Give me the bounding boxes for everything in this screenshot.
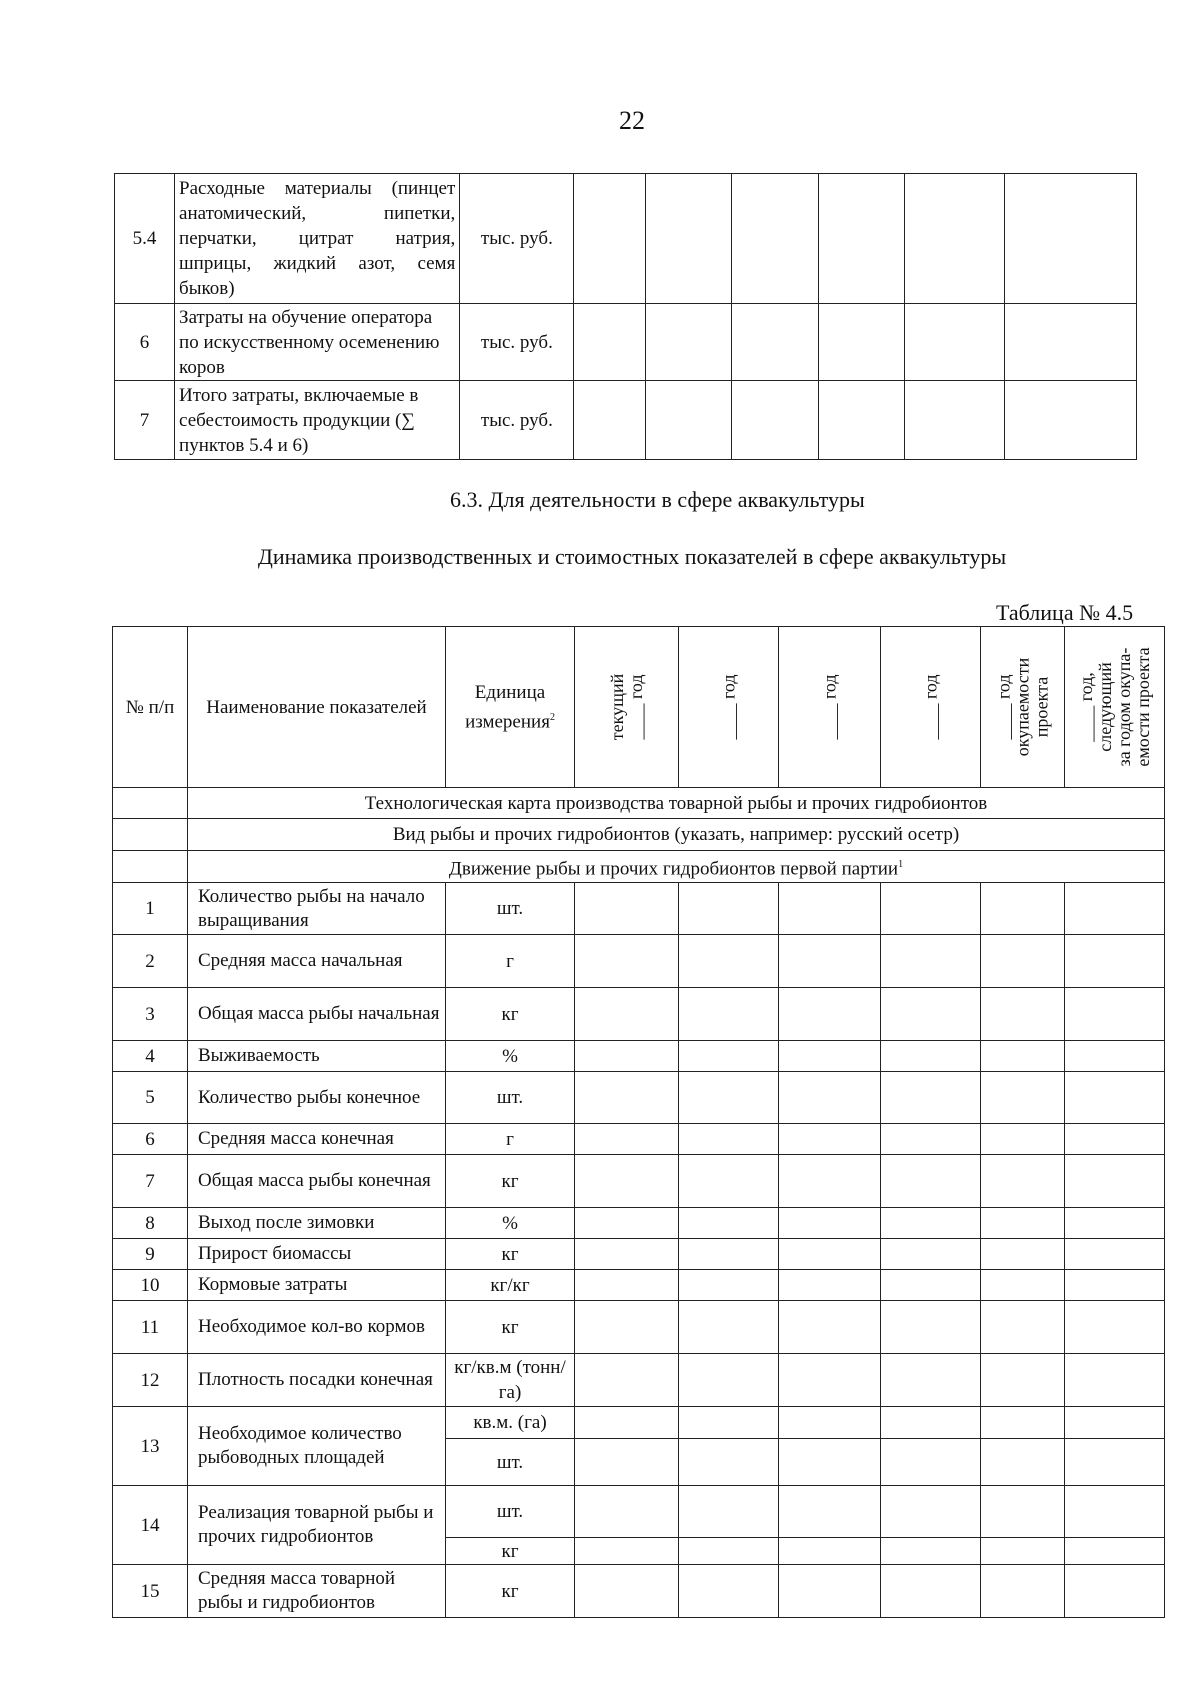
table-caption: Динамика производственных и стоимостных показателей в сфере аквакультуры — [257, 544, 1007, 569]
row-name: Выход после зимовки — [188, 1208, 446, 1239]
table-row — [113, 1155, 1165, 1208]
header-name: Наименование показателей — [188, 627, 446, 788]
row-name: Общая масса рыбы начальная — [188, 988, 446, 1041]
row-unit: шт. — [446, 1486, 575, 1538]
table-row — [113, 1407, 1165, 1439]
row-unit: г — [446, 935, 575, 988]
row-name: Количество рыбы конечное — [188, 1072, 446, 1124]
row-number: 5.4 — [115, 174, 175, 304]
row-number: 4 — [113, 1041, 188, 1072]
header-year-2: ____ год — [679, 627, 779, 788]
table-row — [113, 1239, 1165, 1270]
table-row — [113, 883, 1165, 935]
row-name: Прирост биомассы — [188, 1239, 446, 1270]
span-row — [113, 819, 1165, 851]
header-unit: Единица измерения$^2$ — [446, 627, 575, 788]
table-row — [115, 304, 1137, 381]
header-year-current: текущий ____ год — [575, 627, 679, 788]
row-name: Общая масса рыбы конечная — [188, 1155, 446, 1208]
header-year-after-payback: ____ год, следующий за годом окупа- емости проекта — [1065, 627, 1165, 788]
table-row — [115, 174, 1137, 304]
header-year-3: ____ год — [779, 627, 881, 788]
row-number: 6 — [115, 304, 175, 381]
row-number: 2 — [113, 935, 188, 988]
row-unit: кг — [446, 1155, 575, 1208]
row-name: Выживаемость — [188, 1041, 446, 1072]
table-header — [113, 627, 1165, 788]
row-unit: % — [446, 1041, 575, 1072]
table-row — [113, 1208, 1165, 1239]
table-row — [113, 1301, 1165, 1354]
row-number: 3 — [113, 988, 188, 1041]
row-unit: тыс. руб. — [460, 174, 574, 304]
row-unit: кг — [446, 1301, 575, 1354]
row-name: Средняя масса товарной рыбы и гидробионтов — [188, 1565, 446, 1618]
table-row — [113, 1072, 1165, 1124]
row-unit: шт. — [446, 883, 575, 935]
row-number: 1 — [113, 883, 188, 935]
expenses-table — [114, 173, 1137, 460]
row-unit: тыс. руб. — [460, 304, 574, 381]
row-name: Реализация товарной рыбы и прочих гидробионтов — [188, 1486, 446, 1565]
row-number: 5 — [113, 1072, 188, 1124]
row-number: 6 — [113, 1124, 188, 1155]
section-title: 6.3. Для деятельности в сфере аквакультуры — [450, 487, 865, 512]
header-year-4: ____ год — [881, 627, 981, 788]
table-row — [113, 935, 1165, 988]
row-name: Затраты на обучение оператора по искусственному осеменению коров — [175, 304, 460, 381]
aquaculture-table — [112, 626, 1165, 1618]
row-name: Средняя масса конечная — [188, 1124, 446, 1155]
row-unit: кг/кг — [446, 1270, 575, 1301]
page-number: 22 — [619, 106, 645, 135]
table-row — [113, 1565, 1165, 1618]
row-name: Необходимое количество рыбоводных площадей — [188, 1407, 446, 1486]
row-name: Расходные материалы (пинцет анатомический, пипетки, перчатки, цитрат натрия, шприцы, жидкий азот, семя быков) — [175, 174, 460, 304]
table-row — [113, 1486, 1165, 1538]
span-row-text: Технологическая карта производства товарной рыбы и прочих гидробионтов — [188, 788, 1165, 819]
row-number: 12 — [113, 1354, 188, 1407]
table-row — [113, 988, 1165, 1041]
table-row — [113, 1270, 1165, 1301]
row-number: 14 — [113, 1486, 188, 1565]
table-label: Таблица № 4.5 — [996, 600, 1134, 625]
header-num: № п/п — [113, 627, 188, 788]
row-unit: % — [446, 1208, 575, 1239]
header-year-payback: ____ год окупаемости проекта — [981, 627, 1065, 788]
row-unit: тыс. руб. — [460, 381, 574, 460]
row-unit: шт. — [446, 1439, 575, 1486]
row-name: Итого затраты, включаемые в себестоимость продукции (∑ пунктов 5.4 и 6) — [175, 381, 460, 460]
row-name: Плотность посадки конечная — [188, 1354, 446, 1407]
span-row — [113, 788, 1165, 819]
row-number: 11 — [113, 1301, 188, 1354]
row-unit: кг — [446, 1565, 575, 1618]
table-row — [113, 1124, 1165, 1155]
row-name: Средняя масса начальная — [188, 935, 446, 988]
row-number: 10 — [113, 1270, 188, 1301]
row-unit: кг — [446, 988, 575, 1041]
row-number: 9 — [113, 1239, 188, 1270]
span-row-text: Движение рыбы и прочих гидробионтов первой партии$^1$ — [188, 851, 1165, 883]
row-unit: кг/кв.м (тонн/га) — [446, 1354, 575, 1407]
table-row — [115, 381, 1137, 460]
row-name: Количество рыбы на начало выращивания — [188, 883, 446, 935]
row-unit: шт. — [446, 1072, 575, 1124]
table-row — [113, 1354, 1165, 1407]
span-row-text: Вид рыбы и прочих гидробионтов (указать, например: русский осетр) — [188, 819, 1165, 851]
row-number: 15 — [113, 1565, 188, 1618]
row-unit: кг — [446, 1538, 575, 1565]
row-number: 7 — [113, 1155, 188, 1208]
table-row — [113, 1041, 1165, 1072]
span-row — [113, 851, 1165, 883]
row-number: 7 — [115, 381, 175, 460]
row-number: 13 — [113, 1407, 188, 1486]
row-unit: кв.м. (га) — [446, 1407, 575, 1439]
row-unit: кг — [446, 1239, 575, 1270]
row-unit: г — [446, 1124, 575, 1155]
row-number: 8 — [113, 1208, 188, 1239]
row-name: Необходимое кол-во кормов — [188, 1301, 446, 1354]
row-name: Кормовые затраты — [188, 1270, 446, 1301]
